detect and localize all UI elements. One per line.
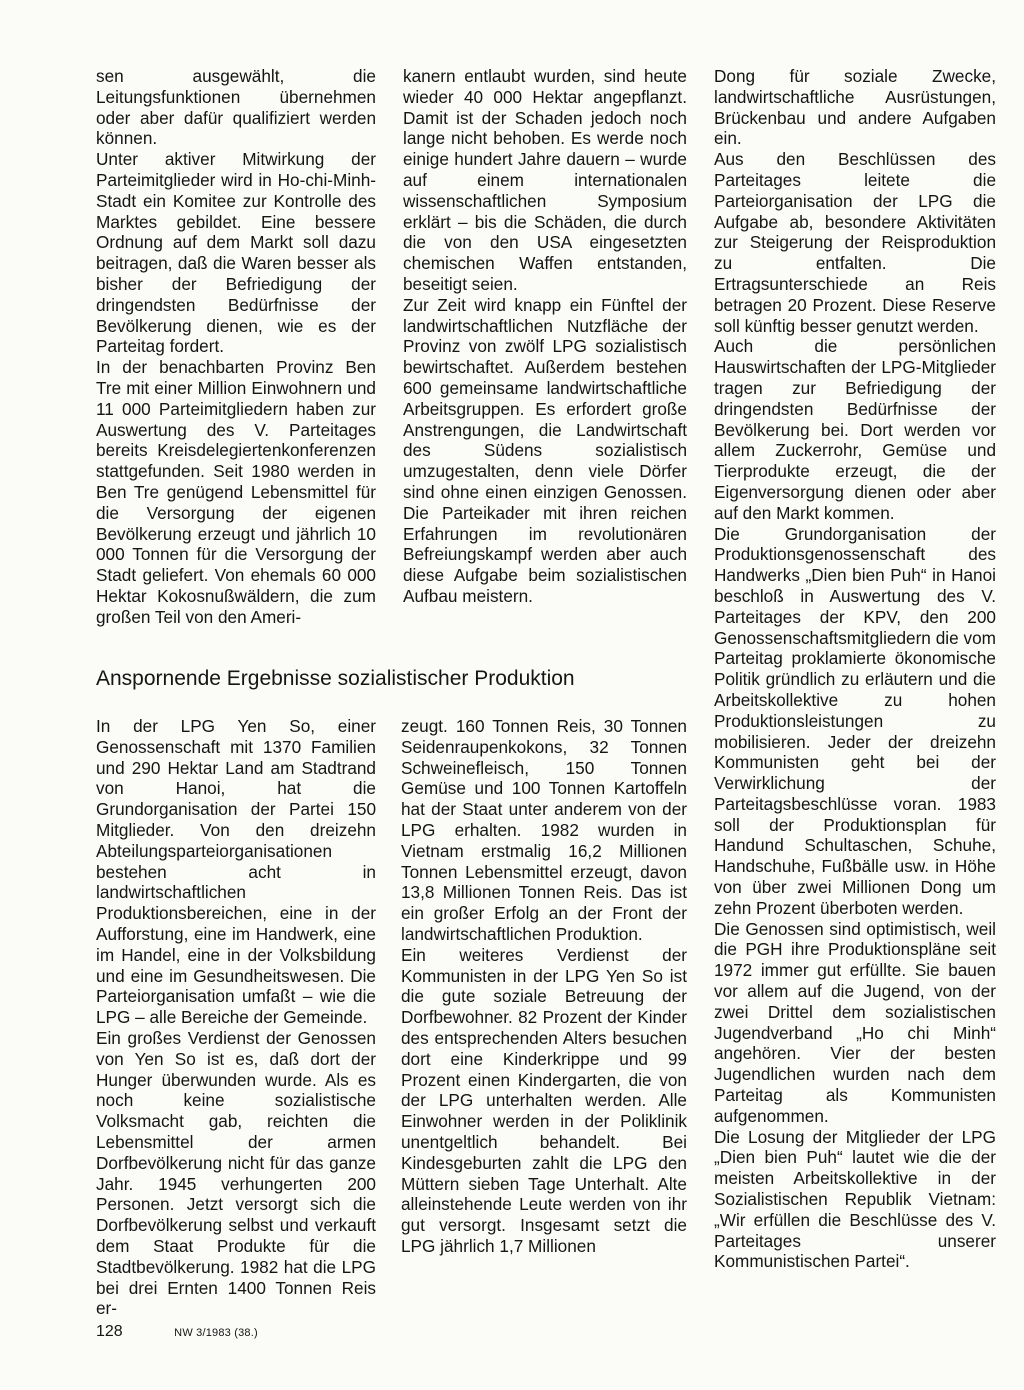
paragraph: Aus den Beschlüssen des Parteitages leitete die Parteiorganisation der LPG die Aufgabe ab, besondere Aktivitäten zur Steigerung der Reisproduktion zu entfalten. Die Ertragsunterschiede an Reis betragen 20 Prozent. Diese Reserve soll künftig besser genutzt werden.	[714, 149, 996, 336]
paragraph: Ein weiteres Verdienst der Kommunisten in der LPG Yen So ist die gute soziale Betreuung der Dorfbewohner. 82 Prozent der Kinder des entsprechenden Alters besuchen dort eine Kinderkrippe und 99 Prozent einen Kindergarten, die von der LPG unterhalten werden. Alle Einwohner werden in der Poliklinik unentgeltlich behandelt. Bei Kindesgeburten zahlt die LPG den Müttern sieben Tage Unterhalt. Alte alleinstehende Leute werden von ihr gut versorgt. Insgesamt setzt die LPG jährlich 1,7 Millionen	[401, 944, 687, 1256]
paragraph: kanern entlaubt wurden, sind heute wieder 40 000 Hektar angepflanzt. Damit ist der Schaden jedoch noch lange nicht behoben. Es werde noch einige hundert Jahre dauern – wurde auf einem internationalen wissenschaftlichen Symposium erklärt – bis die Schäden, die durch die von den USA eingesetzten chemischen Waffen entstanden, beseitigt seien.	[403, 66, 687, 294]
page-footer	[96, 1322, 496, 1343]
paragraph: Die Genossen sind optimistisch, weil die PGH ihre Produktionspläne seit 1972 immer gut erfüllte. Sie bauen vor allem auf die Jugend, von der zwei Drittel dem sozialistischen Jugendverband „Ho chi Minh“ angehören. Vier der besten Jugendlichen wurden nach dem Parteitag als Kommunisten aufgenommen.	[714, 918, 996, 1126]
section-heading: Anspornende Ergebnisse sozialistischer Produktion	[96, 667, 575, 690]
column-right	[714, 66, 996, 1272]
issue-reference: NW 3/1983 (38.)	[174, 1327, 258, 1339]
column-top-middle	[403, 66, 687, 607]
paragraph: Unter aktiver Mitwirkung der Parteimitglieder wird in Ho-chi-Minh-Stadt ein Komitee zur Kontrolle des Marktes gebildet. Eine bessere Ordnung auf dem Markt soll dazu beitragen, daß die Waren besser als bisher der Befriedigung der dringendsten Bedürfnisse der Bevölkerung dienen, wie es der Parteitag fordert.	[96, 149, 376, 357]
page-number: 128	[96, 1323, 123, 1340]
paragraph: Dong für soziale Zwecke, landwirtschaftliche Ausrüstungen, Brückenbau und andere Aufgaben ein.	[714, 66, 996, 149]
paragraph: Auch die persönlichen Hauswirtschaften der LPG-Mitglieder tragen zur Befriedigung der dringendsten Bedürfnisse der Bevölkerung bei. Dort werden vor allem Zuckerrohr, Gemüse und Tierprodukte erzeugt, die der Eigenversorgung dienen oder aber auf den Markt kommen.	[714, 336, 996, 523]
paragraph: In der LPG Yen So, einer Genossenschaft mit 1370 Familien und 290 Hektar Land am Stadtrand von Hanoi, hat die Grundorganisation der Partei 150 Mitglieder. Von den dreizehn Abteilungsparteiorganisationen bestehen acht in landwirtschaftlichen Produktionsbereichen, eine in der Aufforstung, eine im Handwerk, eine im Handel, eine in der Volksbildung und eine im Gesundheitswesen. Die Parteiorganisation umfaßt – wie die LPG – alle Bereiche der Gemeinde.	[96, 716, 376, 1028]
paragraph: Zur Zeit wird knapp ein Fünftel der landwirtschaftlichen Nutzfläche der Provinz von zwölf LPG sozialistisch bewirtschaftet. Außerdem bestehen 600 gemeinsame landwirtschaftliche Arbeitsgruppen. Es erfordert große Anstrengungen, die Landwirtschaft des Südens sozialistisch umzugestalten, denn viele Dörfer sind ohne einen einzigen Genossen. Die Parteikader mit ihren reichen Erfahrungen im revolutionären Befreiungskampf werden aber auch diese Aufgabe beim sozialistischen Aufbau meistern.	[403, 294, 687, 606]
column-bottom-middle	[401, 716, 687, 1257]
column-bottom-left	[96, 716, 376, 1319]
column-top-left	[96, 66, 376, 628]
paragraph: Die Grundorganisation der Produktionsgenossenschaft des Handwerks „Dien bien Puh“ in Hanoi beschloß in Auswertung des V. Parteitages der KPV, den 200 Genossenschaftsmitgliedern die vom Parteitag proklamierte ökonomische Politik gründlich zu erläutern und die Arbeitskollektive zu hohen Produktionsleistungen zu mobilisieren. Jeder der dreizehn Kommunisten geht bei der Verwirklichung der Parteitagsbeschlüsse voran. 1983 soll der Produktionsplan für Handund Schultaschen, Schuhe, Handschuhe, Fußbälle usw. in Höhe von über zwei Millionen Dong um zehn Prozent überboten werden.	[714, 523, 996, 918]
paragraph: In der benachbarten Provinz Ben Tre mit einer Million Einwohnern und 11 000 Parteimitgliedern haben zur Auswertung des V. Parteitages bereits Kreisdelegiertenkonferenzen stattgefunden. Seit 1980 werden in Ben Tre genügend Lebensmittel für die Versorgung der eigenen Bevölkerung erzeugt und jährlich 10 000 Tonnen für die Versorgung der Stadt geliefert. Von ehemals 60 000 Hektar Kokosnußwäldern, die zum großen Teil von den Ameri-	[96, 357, 376, 627]
paragraph: zeugt. 160 Tonnen Reis, 30 Tonnen Seidenraupenkokons, 32 Tonnen Schweinefleisch, 150 Tonnen Gemüse und 100 Tonnen Kartoffeln hat der Staat unter anderem von der LPG erhalten. 1982 wurden in Vietnam erstmalig 16,2 Millionen Tonnen Lebensmittel erzeugt, davon 13,8 Millionen Tonnen Reis. Das ist ein großer Erfolg an der Front der landwirtschaftlichen Produktion.	[401, 716, 687, 944]
paragraph: Ein großes Verdienst der Genossen von Yen So ist es, daß dort der Hunger überwunden wurde. Als es noch keine sozialistische Volksmacht gab, reichten die Lebensmittel der armen Dorfbevölkerung nicht für das ganze Jahr. 1945 verhungerten 200 Personen. Jetzt versorgt sich die Dorfbevölkerung selbst und verkauft dem Staat Produkte für die Stadtbevölkerung. 1982 hat die LPG bei drei Ernten 1400 Tonnen Reis er-	[96, 1027, 376, 1319]
paragraph: sen ausgewählt, die Leitungsfunktionen übernehmen oder aber dafür qualifiziert werden können.	[96, 66, 376, 149]
paragraph: Die Losung der Mitglieder der LPG „Dien bien Puh“ lautet wie die der meisten Arbeitskollektive in der Sozialistischen Republik Vietnam: „Wir erfüllen die Beschlüsse des V. Parteitages unserer Kommunistischen Partei“.	[714, 1126, 996, 1272]
